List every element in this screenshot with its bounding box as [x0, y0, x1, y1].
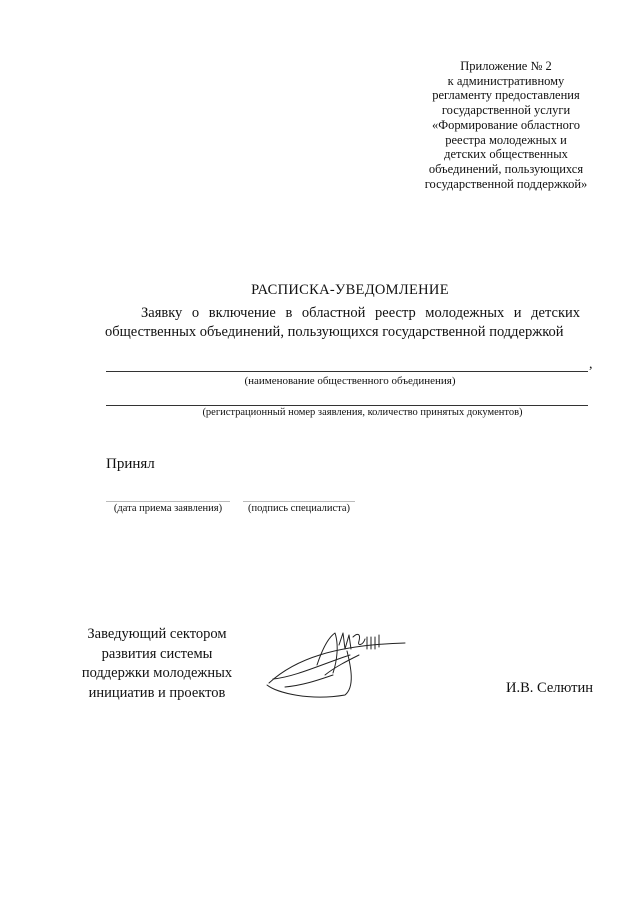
signature-field-line: [243, 501, 355, 502]
appendix-line: детских общественных: [444, 147, 568, 162]
handwritten-signature: [255, 615, 415, 705]
position-line: развития системы: [101, 645, 213, 662]
org-name-comma: ,: [589, 357, 593, 372]
appendix-line: государственной услуги: [441, 103, 571, 118]
appendix-line: государственной поддержкой»: [424, 176, 588, 191]
subject-line: Заявку о включение в областной реестр молодежных и детских: [141, 305, 580, 321]
org-name-field-line: [106, 371, 588, 372]
application-subject: [105, 304, 580, 342]
position-line: поддержки молодежных: [81, 665, 233, 681]
org-name-caption: (наименование общественного объединения): [244, 375, 456, 387]
document-title: РАСПИСКА-УВЕДОМЛЕНИЕ: [251, 282, 449, 298]
appendix-line: «Формирование областного: [432, 117, 580, 132]
appendix-line: регламенту предоставления: [432, 88, 580, 103]
appendix-line: к административному: [447, 73, 565, 88]
date-caption: (дата приема заявления): [113, 503, 223, 514]
date-field-line: [106, 501, 230, 502]
appendix-line: реестра молодежных и: [445, 132, 567, 147]
subject-line: общественных объединений, пользующихся государственной поддержкой: [105, 324, 564, 340]
reg-number-caption: (регистрационный номер заявления, количество принятых документов): [202, 407, 523, 418]
reg-number-field-line: [106, 405, 588, 406]
appendix-line: Приложение № 2: [460, 59, 552, 73]
position-line: Заведующий сектором: [87, 626, 227, 642]
accepted-heading: Принял: [106, 456, 155, 472]
appendix-line: объединений, пользующихся: [428, 161, 584, 176]
signatory-position: [72, 625, 242, 703]
signatory-name: И.В. Селютин: [506, 680, 594, 696]
signature-caption: (подпись специалиста): [247, 503, 351, 514]
appendix-header: [400, 59, 612, 191]
position-line: инициатив и проектов: [88, 684, 226, 701]
